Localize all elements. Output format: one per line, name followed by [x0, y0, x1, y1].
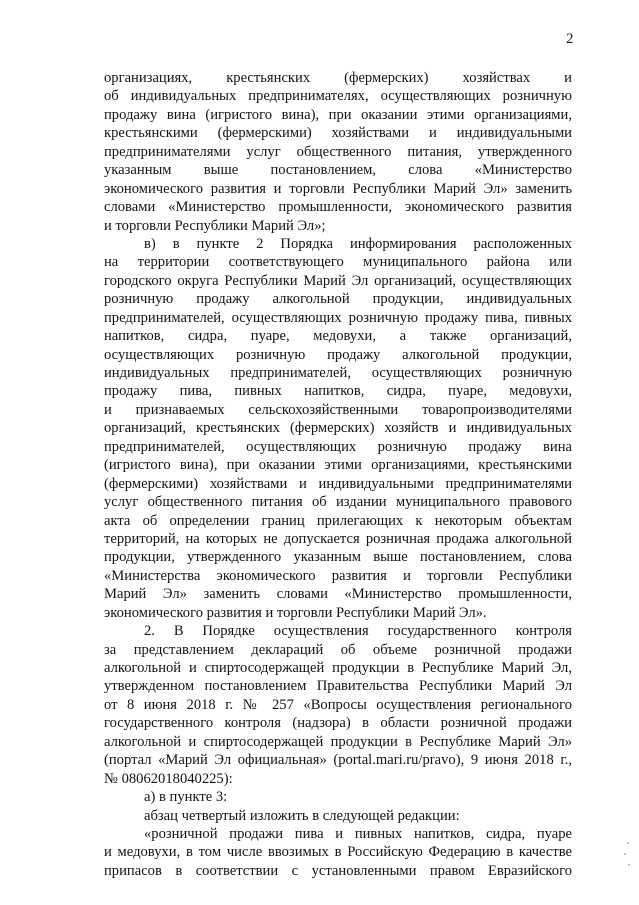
text-line: № 08062018040225): [104, 770, 233, 787]
paragraph-instruction [104, 807, 572, 825]
text-line: продукции, утвержденного указанным выше постановлением, слова [104, 549, 572, 566]
text-line: об индивидуальных предпринимателях, осуществляющих розничную [104, 88, 572, 105]
text-line: и признаваемых сельскохозяйственными товаропроизводителями [104, 401, 572, 418]
text-line: крестьянскими (фермерскими) хозяйствами и индивидуальными [104, 125, 572, 142]
text-line: продажу пива, пивных напитков, сидра, пуаре, медовухи, [104, 383, 572, 400]
paragraph-continuation [104, 69, 572, 235]
text-line: (фермерскими) хозяйствами и индивидуальными предпринимателями [104, 475, 572, 492]
text-line: алкогольной и спиртосодержащей продукции в Республике Марий Эл, [104, 660, 572, 676]
text-line: индивидуальных предпринимателей, осуществляющих розничную [104, 365, 572, 381]
text-line: государственного контроля (надзора) в области розничной продажи [104, 715, 572, 732]
text-line: экономического развития и торговли Республики Марий Эл» заменить [104, 180, 572, 197]
text-line: предпринимателей, осуществляющих розничную продажу вина [104, 438, 572, 455]
text-line: осуществляющих розничную продажу алкогольной продукции, [104, 346, 572, 363]
text-line: и медовухи, в том числе ввозимых в Российскую Федерацию в качестве [104, 844, 572, 861]
document-body [104, 69, 572, 880]
text-line: организаций, крестьянских (фермерских) хозяйств и индивидуальных [104, 420, 572, 437]
text-line: абзац четвертый изложить в следующей редакции: [144, 807, 460, 824]
text-line: от 8 июня 2018 г. № 257 «Вопросы осуществления регионального [104, 696, 572, 713]
paragraph-item-a [104, 788, 572, 806]
text-line: экономического развития и торговли Республики Марий Эл». [104, 604, 487, 621]
text-line: городского округа Республики Марий Эл организаций, осуществляющих [104, 272, 572, 289]
text-line: словами «Министерство промышленности, экономического развития [104, 199, 572, 216]
scan-speck [624, 853, 626, 855]
text-line: «Министерства экономического развития и торговли Республики [104, 567, 572, 584]
text-line: территорий, на которых не допускается розничная продажа алкогольной [104, 530, 572, 547]
paragraph-section-2 [104, 622, 572, 788]
page-number: 2 [566, 31, 574, 47]
paragraph-quoted-text [104, 825, 572, 880]
text-line: 2. В Порядке осуществления государственного контроля [144, 623, 572, 640]
text-line: алкогольной и спиртосодержащей продукции в Республике Марий Эл» [104, 733, 572, 750]
text-line: на территории соответствующего муниципального района или [104, 254, 572, 271]
text-line: (игристого вина), при оказании этими организациями, крестьянскими [104, 457, 572, 474]
text-line: услуг общественного питания об издании муниципального правового [104, 494, 572, 511]
text-line: в) в пункте 2 Порядка информирования расположенных [144, 235, 572, 252]
text-line: розничную продажу алкогольной продукции, индивидуальных [104, 291, 572, 308]
text-line: «розничной продажи пива и пивных напитков, сидра, пуаре [144, 825, 572, 842]
text-line: и торговли Республики Марий Эл»; [104, 217, 326, 234]
text-line: предпринимателей, осуществляющих розничную продажу пива, пивных [104, 309, 572, 326]
text-line: утвержденном постановлением Правительства Республики Марий Эл [104, 678, 572, 695]
text-line: акта об определении границ прилегающих к некоторым объектам [104, 512, 572, 529]
text-line: (портал «Марий Эл официальная» (portal.mari.ru/pravo), 9 июня 2018 г., [104, 752, 572, 769]
text-line: предпринимателями услуг общественного питания, утвержденного [104, 143, 572, 160]
scan-speck [627, 842, 629, 844]
text-line: Марий Эл» заменить словами «Министерство промышленности, [104, 586, 572, 603]
text-line: а) в пункте 3: [144, 789, 228, 806]
scan-speck [628, 864, 630, 866]
text-line: указанным выше постановлением, слова «Министерство [104, 162, 572, 179]
text-line: напитков, сидра, пуаре, медовухи, а также организаций, [104, 328, 572, 345]
paragraph-item-v [104, 235, 572, 622]
text-line: за представлением деклараций об объеме розничной продажи [104, 641, 572, 658]
text-line: продажу вина (игристого вина), при оказании этими организациями, [104, 106, 572, 123]
text-line: организациях, крестьянских (фермерских) хозяйствах и [104, 70, 572, 86]
text-line: припасов в соответствии с установленными правом Евразийского [104, 862, 572, 879]
